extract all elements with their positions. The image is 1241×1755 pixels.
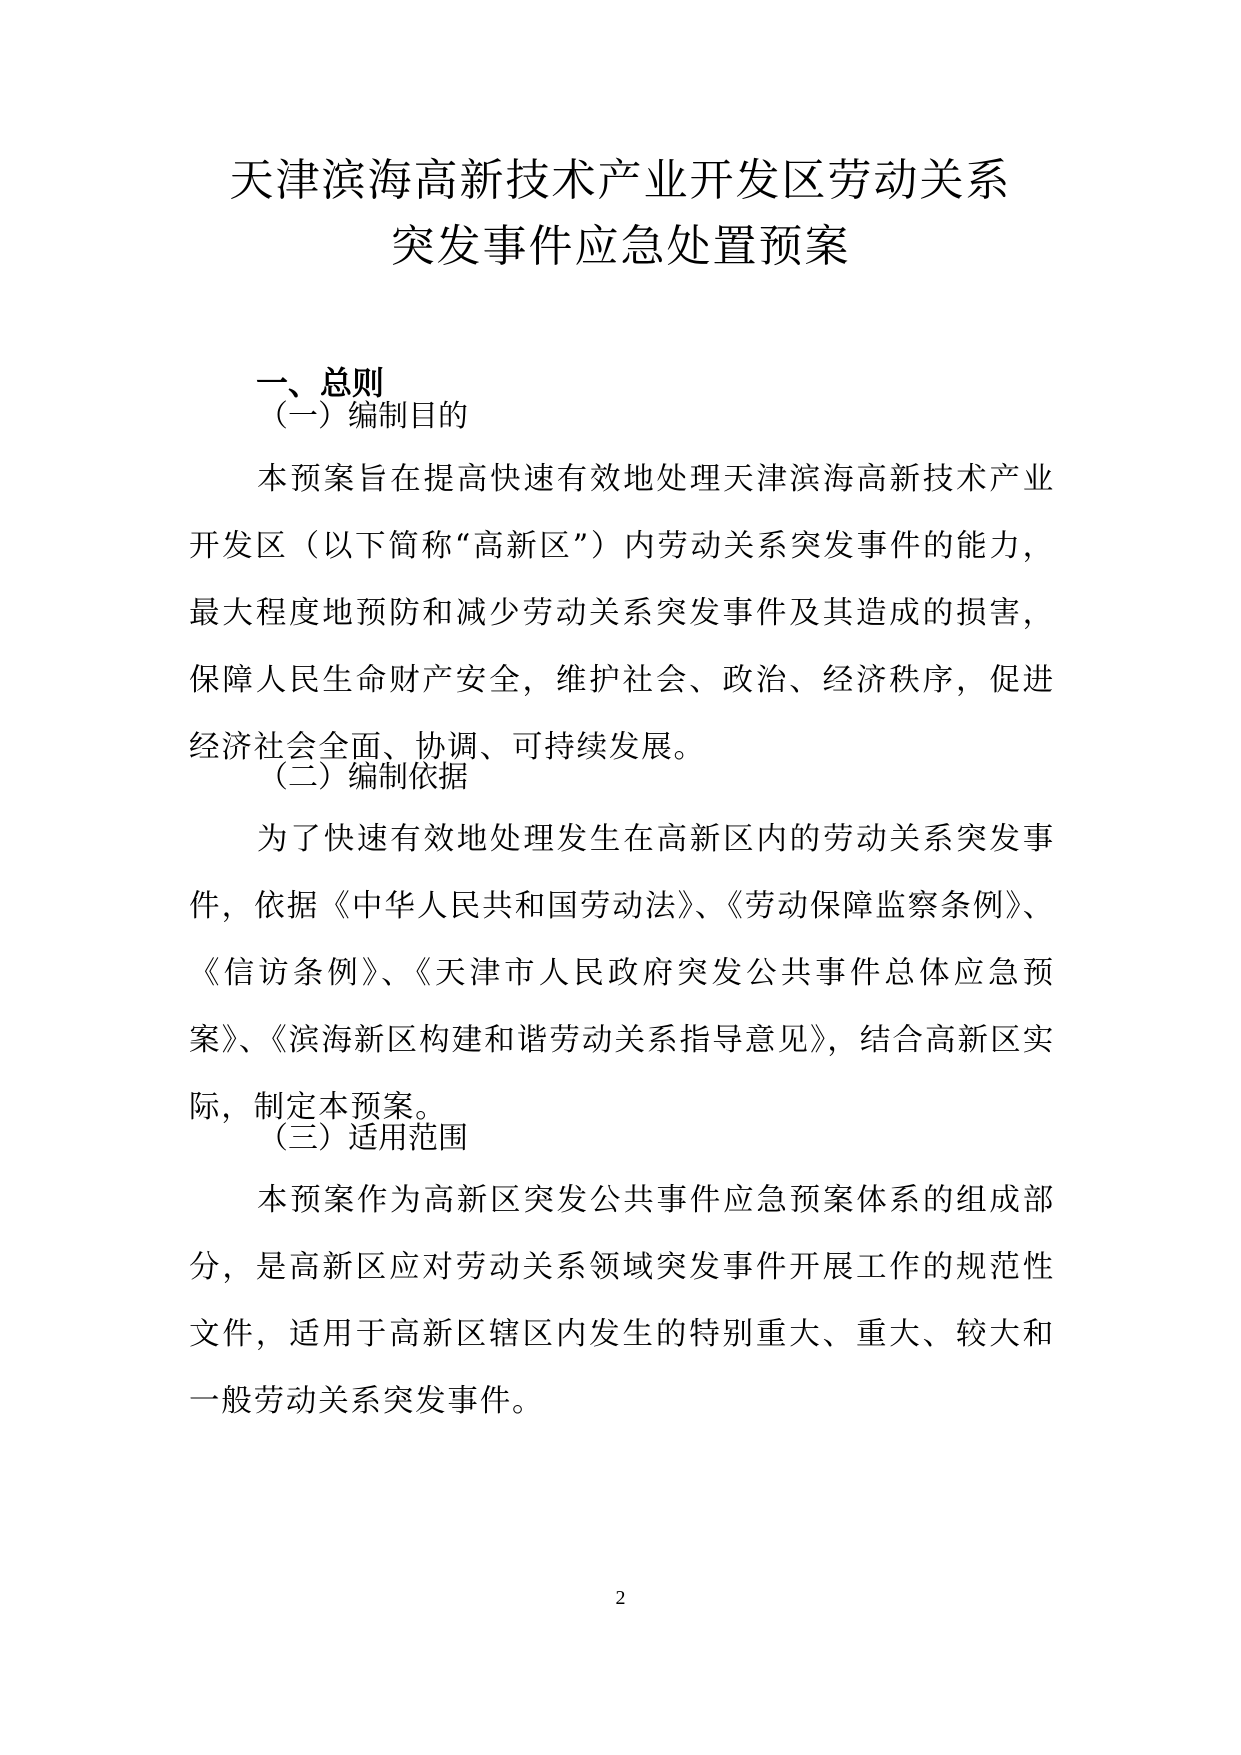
paragraph-scope: 本预案作为高新区突发公共事件应急预案体系的组成部分，是高新区应对劳动关系领域突发事件开展工作的规范性文件，适用于高新区辖区内发生的特别重大、重大、较大和一般劳动关系突发事件。 <box>189 1183 1055 1419</box>
document-title-line-2: 突发事件应急处置预案 <box>390 221 851 272</box>
subsection-heading-scope: （三）适用范围 <box>258 1121 468 1156</box>
paragraph-purpose: 本预案旨在提高快速有效地处理天津滨海高新技术产业开发区（以下简称“高新区”）内劳动关系突发事件的能力，最大程度地预防和减少劳动关系突发事件及其造成的损害，保障人民生命财产安全，维护社会、政治、经济秩序，促进经济社会全面、协调、可持续发展。 <box>189 462 1055 765</box>
subsection-heading-purpose: （一）编制目的 <box>258 399 468 434</box>
page-number: 2 <box>615 1587 626 1609</box>
subsection-heading-basis: （二）编制依据 <box>258 760 468 795</box>
document-title-line-1: 天津滨海高新技术产业开发区劳动关系 <box>229 155 1012 206</box>
paragraph-basis: 为了快速有效地处理发生在高新区内的劳动关系突发事件，依据《中华人民共和国劳动法》、《劳动保障监察条例》、《信访条例》、《天津市人民政府突发公共事件总体应急预案》、《滨海新区构建和谐劳动关系指导意见》，结合高新区实际，制定本预案。 <box>189 822 1055 1125</box>
section-heading-general: 一、总则 <box>256 364 385 402</box>
